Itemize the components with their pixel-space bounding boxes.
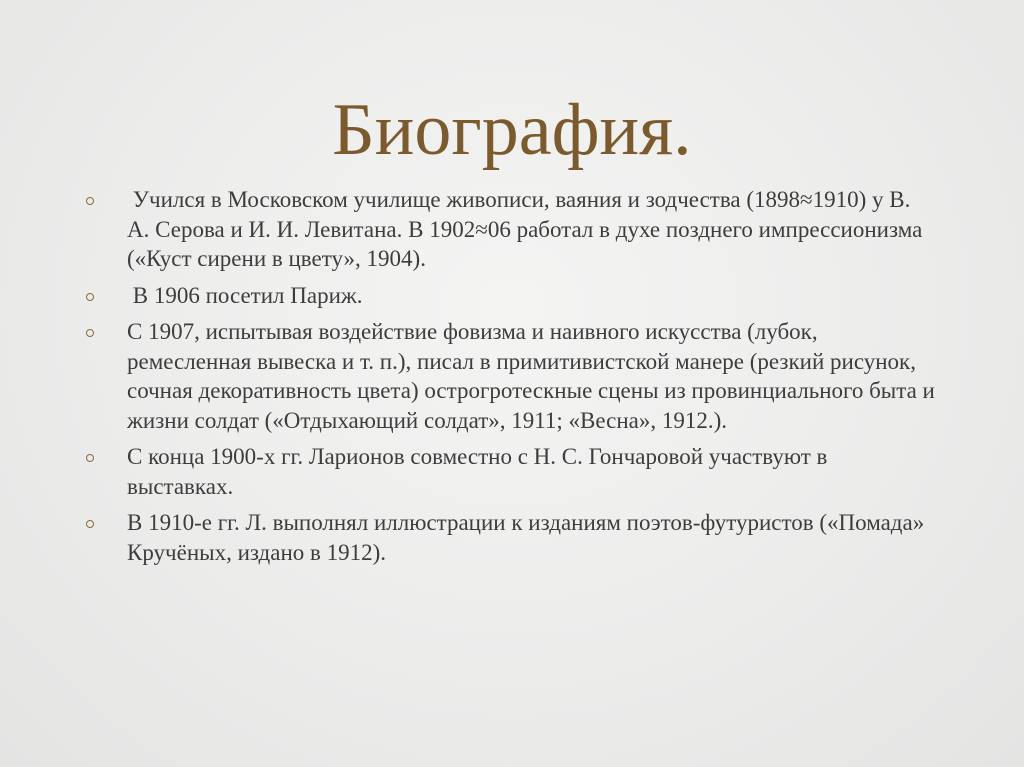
bullet-item	[86, 185, 936, 274]
bullet-text: В 1906 посетил Париж.	[127, 282, 363, 308]
bullet-item	[86, 442, 936, 501]
circle-bullet-icon	[86, 197, 94, 205]
bullet-text: С 1907, испытывая воздействие фовизма и наивного искусства (лубок, ремесленная вывеска и т. п.), писал в примитивистской манере (резкий рисунок, сочная декоративность цвета) острогротескные сцены из провинциального быта и жизни солдат («Отдыхающий солдат», 1911; «Весна», 1912.).	[127, 319, 935, 433]
bullet-list	[86, 185, 936, 574]
bullet-text: В 1910-е гг. Л. выполнял иллюстрации к изданиям поэтов-футуристов («Помада» Кручёных, издано в 1912).	[127, 510, 925, 565]
bullet-item	[86, 281, 936, 311]
bullet-item	[86, 317, 936, 435]
circle-bullet-icon	[86, 293, 94, 301]
circle-bullet-icon	[86, 454, 94, 462]
circle-bullet-icon	[86, 520, 94, 528]
bullet-item	[86, 508, 936, 567]
circle-bullet-icon	[86, 329, 94, 337]
bullet-text: Учился в Московском училище живописи, ваяния и зодчества (1898≈1910) у В. А. Серова и И. И. Левитана. В 1902≈06 работал в духе позднего импрессионизма («Куст сирени в цвету», 1904).	[127, 187, 929, 271]
slide-title: Биография.	[332, 89, 692, 171]
bullet-text: С конца 1900-х гг. Ларионов совместно с Н. С. Гончаровой участвуют в выставках.	[127, 444, 828, 499]
